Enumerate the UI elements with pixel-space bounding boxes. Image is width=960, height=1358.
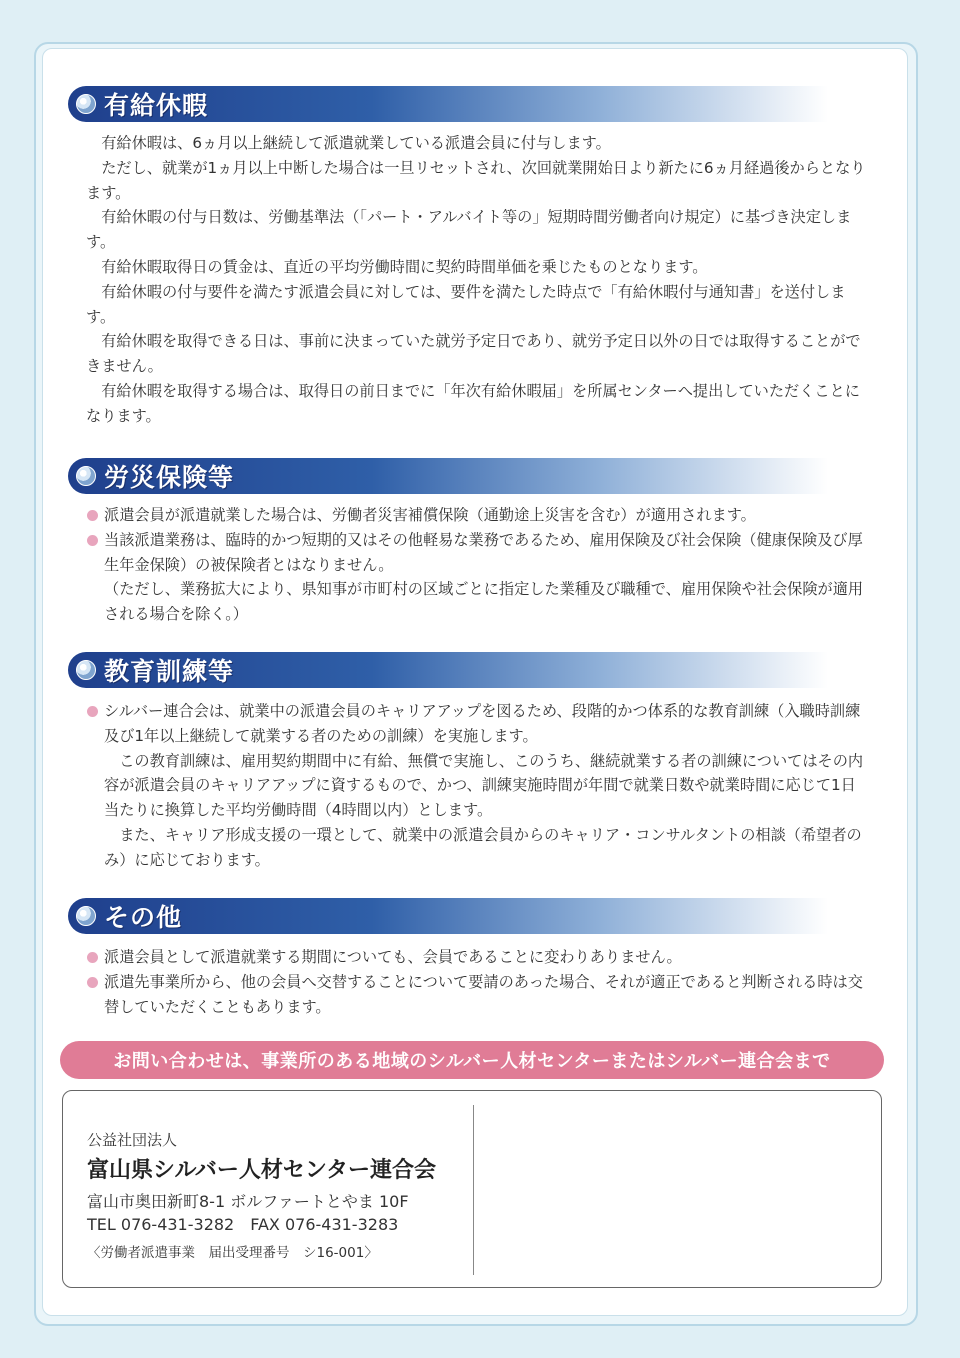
paragraph: 有給休暇を取得する場合は、取得日の前日までに「年次有給休暇届」を所属センターへ提出していただくことになります。: [86, 381, 860, 425]
paragraph: ただし、就業が1ヵ月以上中断した場合は一旦リセットされ、次回就業開始日より新たに6ヵ月経過後からとなります。: [86, 158, 866, 202]
list-item: 派遣会員として派遣就業する期間についても、会員であることに変わりありません。: [86, 945, 868, 970]
list-item: シルバー連合会は、就業中の派遣会員のキャリアアップを図るため、段階的かつ体系的な教育訓練（入職時訓練及び1年以上継続して就業する者のための訓練）を実施します。: [86, 699, 868, 749]
list-item: 派遣会員が派遣就業した場合は、労働者災害補償保険（通勤途上災害を含む）が適用されます。: [86, 503, 868, 528]
section-header-paid-leave: [68, 86, 828, 122]
paragraph: 有給休暇を取得できる日は、事前に決まっていた就労予定日であり、就労予定日以外の日では取得することができません。: [86, 332, 861, 376]
contact-box: [62, 1090, 882, 1288]
paragraph: 有給休暇は、6ヵ月以上継続して派遣就業している派遣会員に付与します。: [101, 134, 611, 152]
list-item: 当該派遣業務は、臨時的かつ短期的又はその他軽易な業務であるため、雇用保険及び社会保険（健康保険及び厚生年金保険）の被保険者とはなりません。: [86, 528, 868, 578]
paragraph: 有給休暇取得日の賃金は、直近の平均労働時間に契約時間単価を乗じたものとなります。: [101, 257, 708, 276]
phone-fax: TEL 076-431-3282 FAX 076-431-3283: [87, 1215, 399, 1234]
section-title: 労災保険等: [104, 463, 235, 492]
note-text: （ただし、業務拡大により、県知事が市町村の区域ごとに指定した業種及び職種で、雇用保険や社会保険が適用される場合を除く。）: [104, 580, 864, 624]
registration-number: 〈労働者派遣事業 届出受理番号 シ16-001〉: [87, 1245, 378, 1261]
section-header-insurance: [68, 458, 828, 494]
contact-banner: お問い合わせは、事業所のある地域のシルバー人材センターまたはシルバー連合会まで: [60, 1041, 884, 1079]
circle-bullet-icon: [76, 466, 96, 486]
paid-leave-body: [86, 131, 868, 429]
bullet-list: [86, 503, 868, 577]
paragraph: また、キャリア形成支援の一環として、就業中の派遣会員からのキャリア・コンサルタントの相談（希望者のみ）に応じております。: [104, 825, 862, 869]
training-body: [86, 699, 868, 873]
bullet-list: [86, 945, 868, 1019]
paragraph: この教育訓練は、雇用契約期間中に有給、無償で実施し、このうち、継続就業する者の訓練についてはその内容が派遣会員のキャリアアップに資するもので、かつ、訓練実施時間が年間で就業日数や就業時間に応じて1日当たりに換算した平均労働時間（4時間以内）とします。: [104, 751, 864, 820]
training-detail: [86, 749, 868, 873]
address: 富山市奥田新町8-1 ボルファートとやま 10F: [87, 1192, 409, 1211]
bullet-list: [86, 699, 868, 749]
insurance-body: [86, 503, 868, 627]
section-title: 有給休暇: [104, 91, 209, 120]
circle-bullet-icon: [76, 660, 96, 680]
other-body: [86, 945, 868, 1019]
organization-name: 富山県シルバー人材センター連合会: [87, 1158, 437, 1183]
section-title: 教育訓練等: [104, 657, 235, 686]
organization-type: 公益社団法人: [87, 1131, 178, 1149]
list-item: 派遣先事業所から、他の会員へ交替することについて要請のあった場合、それが適正であると判断される時は交替していただくこともあります。: [86, 970, 868, 1020]
paragraph: 有給休暇の付与要件を満たす派遣会員に対しては、要件を満たした時点で「有給休暇付与通知書」を送付します。: [86, 282, 846, 326]
section-header-training: [68, 652, 828, 688]
section-title: その他: [104, 903, 183, 932]
section-header-other: [68, 898, 828, 934]
paragraph: 有給休暇の付与日数は、労働基準法（「パート・アルバイト等の」短期時間労働者向け規定）に基づき決定します。: [86, 208, 852, 252]
divider: [473, 1105, 474, 1275]
circle-bullet-icon: [76, 906, 96, 926]
circle-bullet-icon: [76, 94, 96, 114]
